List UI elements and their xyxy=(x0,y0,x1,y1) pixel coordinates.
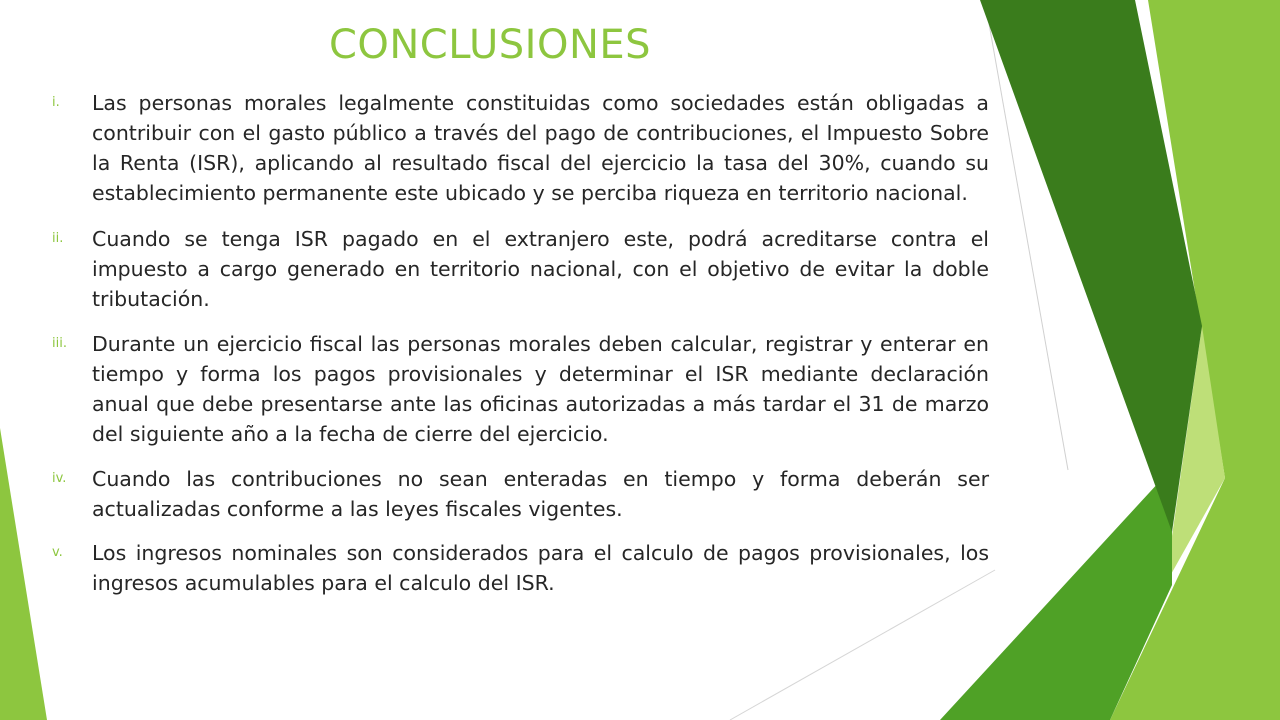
list-item-text: Cuando se tenga ISR pagado en el extranjero este, podrá acreditarse contra el impuesto a cargo generado en territorio nacional, con el objetivo de evitar la doble tributación. xyxy=(92,227,989,311)
list-marker: i. xyxy=(52,95,60,110)
list-item xyxy=(52,88,989,208)
list-item-text: Las personas morales legalmente constituidas como sociedades están obligadas a contribuir con el gasto público a través del pago de contribuciones, el Impuesto Sobre la Renta (ISR), aplicando al resultado fiscal del ejercicio la tasa del 30%, cuando su establecimiento permanente este ubicado y se perciba riqueza en territorio nacional. xyxy=(92,91,989,205)
list-item xyxy=(52,538,989,598)
list-marker: v. xyxy=(52,545,63,560)
conclusions-list xyxy=(52,88,989,598)
list-item-text: Durante un ejercicio fiscal las personas morales deben calcular, registrar y enterar en tiempo y forma los pagos provisionales y determinar el ISR mediante declaración anual que debe presentarse ante las oficinas autorizadas a más tardar el 31 de marzo del siguiente año a la fecha de cierre del ejercicio. xyxy=(92,332,989,446)
list-item xyxy=(52,464,989,524)
list-item xyxy=(52,224,989,314)
list-marker: ii. xyxy=(52,231,64,246)
list-item xyxy=(52,329,989,449)
list-marker: iv. xyxy=(52,471,67,486)
list-item-text: Cuando las contribuciones no sean enteradas en tiempo y forma deberán ser actualizadas conforme a las leyes fiscales vigentes. xyxy=(92,467,989,521)
left-edge-shape xyxy=(0,428,47,720)
list-marker: iii. xyxy=(52,336,67,351)
slide-title: CONCLUSIONES xyxy=(328,22,652,68)
list-item-text: Los ingresos nominales son considerados para el calculo de pagos provisionales, los ingresos acumulables para el calculo del ISR. xyxy=(92,541,989,595)
